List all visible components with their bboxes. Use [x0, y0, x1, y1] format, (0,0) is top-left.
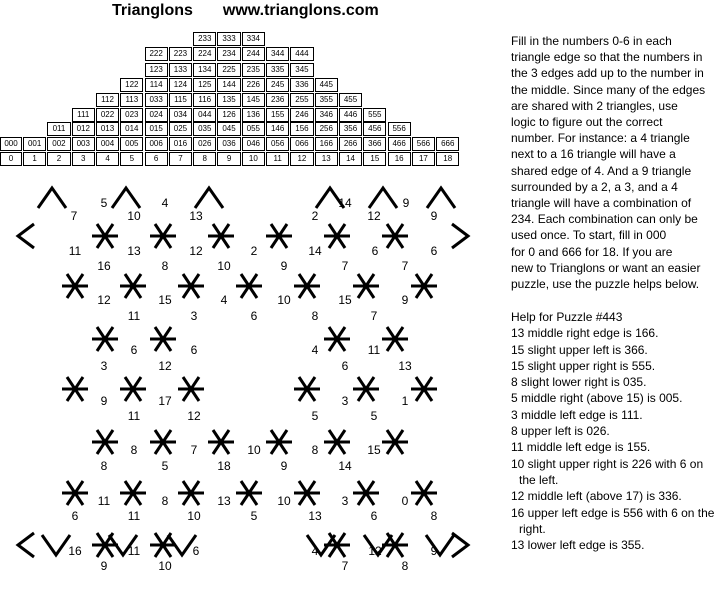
- triangle-number: 7: [401, 259, 409, 273]
- triangle-number: 2: [250, 244, 258, 258]
- edge-junction-marker: [324, 327, 350, 351]
- combination-cell: 223: [169, 47, 192, 61]
- triangle-number: 13: [127, 244, 141, 258]
- edge-junction-marker: [382, 430, 408, 454]
- edge-junction-marker: [353, 377, 379, 401]
- combination-cell: 133: [169, 63, 192, 77]
- combination-cell: 135: [217, 93, 240, 107]
- combination-cell: 355: [315, 93, 338, 107]
- instruction-line: used once. To start, fill in 000: [511, 228, 667, 243]
- combination-cell: 046: [242, 137, 265, 151]
- combination-cell: 022: [96, 108, 119, 122]
- triangle-number: 11: [97, 494, 111, 508]
- triangle-number: 13: [308, 509, 322, 523]
- sum-label-cell: 1: [23, 152, 46, 166]
- combination-cell: 045: [217, 122, 240, 136]
- sum-label-cell: 13: [315, 152, 338, 166]
- combination-cell: 555: [363, 108, 386, 122]
- edge-junction-marker: [178, 481, 204, 505]
- edge-junction-marker: [324, 430, 350, 454]
- sum-label-cell: 7: [169, 152, 192, 166]
- combination-cell: 000: [0, 137, 22, 151]
- triangle-number: 9: [100, 394, 108, 408]
- triangle-number: 0: [401, 494, 409, 508]
- edge-junction-marker: [92, 224, 118, 248]
- edge-junction-marker: [150, 224, 176, 248]
- combination-cell: 266: [339, 137, 362, 151]
- triangle-number: 11: [127, 409, 141, 423]
- triangle-number: 10: [158, 559, 172, 573]
- grid-corner-marker: [452, 224, 468, 248]
- triangle-number: 10: [277, 293, 291, 307]
- combination-cell: 456: [363, 122, 386, 136]
- combination-cell: 002: [47, 137, 70, 151]
- grid-corner-marker: [18, 533, 34, 557]
- sum-label-cell: 12: [290, 152, 313, 166]
- instruction-line: number. For instance: a 4 triangle: [511, 131, 690, 146]
- sum-label-cell: 5: [120, 152, 143, 166]
- triangle-number: 8: [430, 509, 438, 523]
- edge-junction-marker: [236, 274, 262, 298]
- edge-junction-marker: [294, 377, 320, 401]
- triangle-number: 12: [97, 293, 111, 307]
- combination-cell: 224: [193, 47, 216, 61]
- instruction-line: new to Trianglons or want an easier: [511, 260, 701, 275]
- combination-cell: 155: [266, 108, 289, 122]
- triangle-number: 3: [341, 494, 349, 508]
- help-hint: 12 middle left (above 17) is 336.: [511, 489, 682, 504]
- combination-cell: 024: [145, 108, 168, 122]
- edge-junction-marker: [62, 274, 88, 298]
- triangle-number: 7: [190, 443, 198, 457]
- sum-label-cell: 16: [388, 152, 411, 166]
- triangle-number: 13: [217, 494, 231, 508]
- triangle-number: 14: [308, 244, 322, 258]
- combination-cell: 011: [47, 122, 70, 136]
- combination-cell: 125: [193, 78, 216, 92]
- triangle-number: 10: [217, 259, 231, 273]
- title-text: Trianglons: [112, 2, 193, 19]
- triangle-number: 10: [187, 509, 201, 523]
- instruction-line: triangle edge so that the numbers in: [511, 50, 703, 65]
- triangle-number: 11: [68, 244, 82, 258]
- combination-cell: 044: [193, 108, 216, 122]
- triangle-number: 14: [338, 196, 352, 210]
- instruction-line: the 3 edges add up to the number in: [511, 66, 704, 81]
- instruction-line: puzzle, use the puzzle helps below.: [511, 277, 700, 292]
- combination-cell: 005: [120, 137, 143, 151]
- help-section: [511, 309, 717, 553]
- triangle-number: 9: [280, 459, 288, 473]
- grid-corner-marker: [369, 188, 397, 208]
- instruction-line: shared edge of 4. And a 9 triangle: [511, 163, 692, 178]
- edge-junction-marker: [208, 224, 234, 248]
- triangle-number: 3: [100, 359, 108, 373]
- triangle-number: 8: [311, 443, 319, 457]
- triangle-number: 8: [311, 309, 319, 323]
- sum-label-cell: 15: [363, 152, 386, 166]
- sum-label-cell: 8: [193, 152, 216, 166]
- sum-label-cell: 14: [339, 152, 362, 166]
- sum-label-cell: 4: [96, 152, 119, 166]
- combination-cell: 344: [266, 47, 289, 61]
- edge-junction-marker: [178, 377, 204, 401]
- combination-cell: 335: [266, 63, 289, 77]
- combination-cell: 346: [315, 108, 338, 122]
- triangle-number: 6: [192, 544, 200, 558]
- triangle-number: 12: [187, 409, 201, 423]
- combination-cell: 446: [339, 108, 362, 122]
- triangle-number: 4: [311, 343, 319, 357]
- triangle-number: 7: [341, 559, 349, 573]
- edge-junction-marker: [411, 481, 437, 505]
- help-title: Help for Puzzle #443: [511, 310, 623, 324]
- combination-cell: 113: [120, 93, 143, 107]
- triangle-number: 13: [189, 209, 203, 223]
- triangle-number: 10: [277, 494, 291, 508]
- combination-cell: 445: [315, 78, 338, 92]
- combination-cell: 013: [96, 122, 119, 136]
- triangle-number: 11: [127, 509, 141, 523]
- grid-corner-marker: [42, 535, 70, 555]
- edge-junction-marker: [266, 430, 292, 454]
- edge-junction-marker: [324, 224, 350, 248]
- triangle-number: 6: [250, 309, 258, 323]
- edge-junction-marker: [92, 533, 118, 557]
- edge-junction-marker: [178, 274, 204, 298]
- edge-junction-marker: [294, 481, 320, 505]
- triangle-number: 9: [280, 259, 288, 273]
- combination-cell: 244: [242, 47, 265, 61]
- triangle-number: 6: [430, 244, 438, 258]
- triangle-number: 12: [189, 244, 203, 258]
- triangle-number: 3: [190, 309, 198, 323]
- combination-cell: 226: [242, 78, 265, 92]
- combination-cell: 035: [193, 122, 216, 136]
- instruction-line: for 0 and 666 for 18. If you are: [511, 244, 673, 259]
- combination-cell: 112: [96, 93, 119, 107]
- help-hint: 3 middle left edge is 111.: [511, 407, 643, 422]
- combination-cell: 146: [266, 122, 289, 136]
- combination-cell: 115: [169, 93, 192, 107]
- combination-cell: 012: [72, 122, 95, 136]
- combination-cell: 122: [120, 78, 143, 92]
- combination-cell: 455: [339, 93, 362, 107]
- combination-cell: 123: [145, 63, 168, 77]
- edge-junction-marker: [62, 481, 88, 505]
- edge-junction-marker: [411, 274, 437, 298]
- triangle-number: 6: [130, 343, 138, 357]
- combination-cell: 056: [266, 137, 289, 151]
- edge-junction-marker: [294, 274, 320, 298]
- combination-cell: 166: [315, 137, 338, 151]
- edge-junction-marker: [353, 481, 379, 505]
- triangle-number: 6: [71, 509, 79, 523]
- combination-cell: 066: [290, 137, 313, 151]
- triangle-number: 13: [398, 359, 412, 373]
- help-hint: 5 middle right (above 15) is 005.: [511, 391, 683, 406]
- edge-junction-marker: [150, 533, 176, 557]
- triangle-number: 4: [161, 196, 169, 210]
- help-hint: 11 middle left edge is 155.: [511, 440, 651, 455]
- combination-cell: 245: [266, 78, 289, 92]
- grid-corner-marker: [112, 188, 140, 208]
- help-hint: 10 slight upper right is 226 with 6 on the left.: [511, 456, 704, 487]
- combination-cell: 026: [193, 137, 216, 151]
- grid-corner-marker: [18, 224, 34, 248]
- combination-cell: 256: [315, 122, 338, 136]
- triangle-number: 6: [371, 244, 379, 258]
- combination-cell: 034: [169, 108, 192, 122]
- help-hint: 13 lower left edge is 355.: [511, 538, 645, 553]
- combination-cell: 003: [72, 137, 95, 151]
- triangle-number: 15: [158, 293, 172, 307]
- triangle-number: 12: [367, 209, 381, 223]
- combination-cell: 111: [72, 108, 95, 122]
- triangle-number: 8: [130, 443, 138, 457]
- combination-cell: 124: [169, 78, 192, 92]
- triangle-number: 7: [370, 309, 378, 323]
- combination-cell: 114: [145, 78, 168, 92]
- triangle-number: 9: [401, 293, 409, 307]
- edge-junction-marker: [266, 224, 292, 248]
- triangle-number: 15: [367, 443, 381, 457]
- triangle-number: 8: [161, 259, 169, 273]
- combination-cell: 004: [96, 137, 119, 151]
- triangle-number: 7: [70, 209, 78, 223]
- triangle-number: 8: [100, 459, 108, 473]
- sum-label-cell: 11: [266, 152, 289, 166]
- sum-label-cell: 17: [412, 152, 435, 166]
- triangle-number: 5: [311, 409, 319, 423]
- help-hint: 13 middle right edge is 166.: [511, 326, 659, 341]
- help-hint: 15 slight upper left is 366.: [511, 342, 648, 357]
- edge-junction-marker: [120, 274, 146, 298]
- combination-cell: 556: [388, 122, 411, 136]
- triangle-number: 11: [127, 544, 141, 558]
- combination-cell: 006: [145, 137, 168, 151]
- combination-cell: 036: [217, 137, 240, 151]
- sum-label-cell: 18: [436, 152, 459, 166]
- help-hint: 8 upper left is 026.: [511, 424, 610, 439]
- instruction-line: next to a 16 triangle will have a: [511, 147, 676, 162]
- instruction-line: triangle will have a combination of: [511, 196, 692, 211]
- combination-cell: 126: [217, 108, 240, 122]
- triangle-number: 18: [217, 459, 231, 473]
- combination-cell: 016: [169, 137, 192, 151]
- sum-label-cell: 3: [72, 152, 95, 166]
- triangle-number: 11: [127, 309, 141, 323]
- combination-cell: 334: [242, 32, 265, 46]
- triangle-number: 16: [68, 544, 82, 558]
- edge-junction-marker: [411, 377, 437, 401]
- instruction-line: logic to figure out the correct: [511, 115, 663, 130]
- combination-cell: 356: [339, 122, 362, 136]
- combination-cell: 116: [193, 93, 216, 107]
- combination-cell: 156: [290, 122, 313, 136]
- combination-cell: 136: [242, 108, 265, 122]
- combination-cell: 246: [290, 108, 313, 122]
- combination-cell: 466: [388, 137, 411, 151]
- edge-junction-marker: [208, 430, 234, 454]
- triangle-number: 9: [430, 209, 438, 223]
- instruction-line: Fill in the numbers 0-6 in each: [511, 34, 672, 48]
- edge-junction-marker: [353, 274, 379, 298]
- combination-cell: 033: [145, 93, 168, 107]
- combination-cell: 366: [363, 137, 386, 151]
- combination-cell: 001: [23, 137, 46, 151]
- combination-cell: 023: [120, 108, 143, 122]
- combination-cell: 225: [217, 63, 240, 77]
- edge-junction-marker: [62, 377, 88, 401]
- combination-cell: 014: [120, 122, 143, 136]
- triangle-number: 10: [127, 209, 141, 223]
- combination-cell: 345: [290, 63, 313, 77]
- edge-junction-marker: [92, 327, 118, 351]
- edge-junction-marker: [150, 327, 176, 351]
- combination-cell: 233: [193, 32, 216, 46]
- combination-cell: 134: [193, 63, 216, 77]
- triangle-number: 16: [97, 259, 111, 273]
- combination-cell: 015: [145, 122, 168, 136]
- triangle-number: 15: [338, 293, 352, 307]
- edge-junction-marker: [120, 481, 146, 505]
- edge-junction-marker: [382, 327, 408, 351]
- triangle-number: 5: [100, 196, 108, 210]
- combination-cell: 336: [290, 78, 313, 92]
- triangle-number: 3: [341, 394, 349, 408]
- triangle-number: 7: [341, 259, 349, 273]
- instruction-line: surrounded by a 2, a 3, and a 4: [511, 179, 678, 194]
- help-hint: 16 upper left edge is 556 with 6 on the right.: [511, 505, 715, 536]
- help-hint: 8 slight lower right is 035.: [511, 375, 647, 390]
- triangle-number: 4: [220, 293, 228, 307]
- triangle-number: 8: [161, 494, 169, 508]
- instruction-line: 234. Each combination can only be: [511, 212, 698, 227]
- triangle-number: 14: [338, 459, 352, 473]
- sum-label-cell: 10: [242, 152, 265, 166]
- combination-cell: 145: [242, 93, 265, 107]
- triangle-number: 11: [367, 343, 381, 357]
- combination-cell: 333: [217, 32, 240, 46]
- combination-cell: 234: [217, 47, 240, 61]
- triangle-number: 1: [401, 394, 409, 408]
- help-hint: 15 slight upper right is 555.: [511, 358, 656, 373]
- sum-label-cell: 9: [217, 152, 240, 166]
- sum-label-cell: 6: [145, 152, 168, 166]
- triangle-number: 12: [158, 359, 172, 373]
- triangle-number: 6: [190, 343, 198, 357]
- grid-corner-marker: [38, 188, 66, 208]
- combination-cell: 144: [217, 78, 240, 92]
- instruction-line: the middle. Since many of the edges: [511, 82, 706, 97]
- combination-cell: 666: [436, 137, 459, 151]
- combination-cell: 566: [412, 137, 435, 151]
- combination-cell: 055: [242, 122, 265, 136]
- triangle-number: 6: [370, 509, 378, 523]
- triangle-number: 8: [401, 559, 409, 573]
- combination-cell: 025: [169, 122, 192, 136]
- triangle-number: 4: [311, 544, 319, 558]
- triangle-number: 5: [370, 409, 378, 423]
- site-url: www.trianglons.com: [222, 2, 379, 19]
- triangle-number: 5: [161, 459, 169, 473]
- triangle-number: 9: [402, 196, 410, 210]
- instructions: [511, 33, 717, 292]
- instruction-line: are shared with 2 triangles, use: [511, 98, 678, 113]
- edge-junction-marker: [92, 430, 118, 454]
- combination-cell: 255: [290, 93, 313, 107]
- grid-corner-marker: [452, 533, 468, 557]
- combination-cell: 235: [242, 63, 265, 77]
- edge-junction-marker: [382, 224, 408, 248]
- triangle-number: 2: [311, 209, 319, 223]
- grid-corner-marker: [427, 188, 455, 208]
- edge-junction-marker: [150, 430, 176, 454]
- help-hints: [511, 325, 717, 553]
- triangle-number: 5: [250, 509, 258, 523]
- edge-junction-marker: [236, 481, 262, 505]
- triangle-number: 12: [368, 544, 382, 558]
- combination-cell: 236: [266, 93, 289, 107]
- sum-label-cell: 2: [47, 152, 70, 166]
- triangle-number: 6: [341, 359, 349, 373]
- triangle-number: 10: [247, 443, 261, 457]
- sum-label-cell: 0: [0, 152, 22, 166]
- combination-cell: 222: [145, 47, 168, 61]
- combination-cell: 444: [290, 47, 313, 61]
- grid-corner-marker: [195, 188, 223, 208]
- triangle-number: 17: [158, 394, 172, 408]
- triangle-number: 9: [100, 559, 108, 573]
- edge-junction-marker: [120, 377, 146, 401]
- triangle-number: 9: [430, 544, 438, 558]
